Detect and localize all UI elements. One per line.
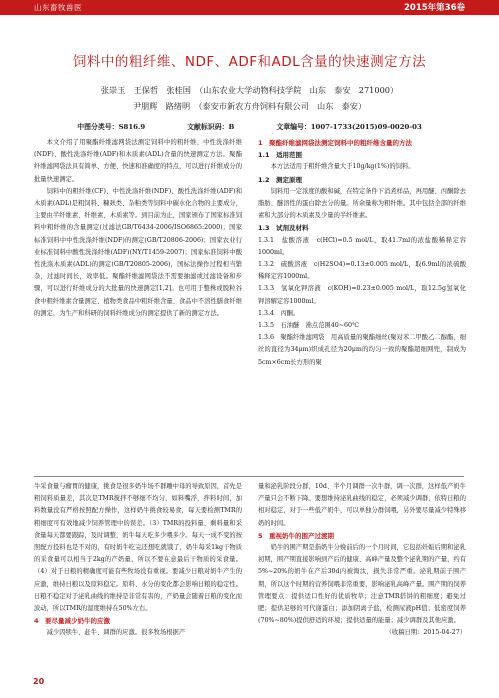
- intro-paragraph: 饲料中的粗纤维(CF)、中性洗涤纤维(NDF)、酸性洗涤纤维(ADF)和木质素(ADL)是粗饲料、糠麸类、杂粕类等饲料中碳水化合物的主要成分，主要由半纤维素、纤维素、木质素等。到目前为止，国家颁布了国家标准饲料中粗纤维的含量测定(过滤法GB/T6434-2006/ISO6865:2000)；国家标准饲料中中性洗涤纤维(NDF)的测定(GB/T20806-2006)；国家农业行业标准饲料中酸性洗涤纤维(ADF)(NY/T1459-2007)；国家标准饲料中酸性洗涤木质素(ADL)的测定(GB/T20805-2006)，国标法操作过程相当繁杂，过滤时间长，效率低。聚酯纤维滤网袋法不需要抽滤或过滤设备和步骤，可以进行纤维成分的大批量的快速测定[1,2]。也可用于整株或脱粒谷食中粗纤维素含量测定、植物类食品中粗纤维含量、食品中不溶性膳食纤维的测定，为生产和科研的饲料纤维成分的测定提供了新的测定方法。: [34, 187, 242, 317]
- article-title: 饲料中的粗纤维、NDF、ADF和ADL含量的快速测定方法: [72, 54, 427, 70]
- previous-article-right-column: [258, 481, 466, 640]
- section-heading-1: 1 聚酯纤维滤网袋法测定饲料中的粗纤维含量的方法: [258, 139, 413, 147]
- page-header-band: [0, 0, 499, 15]
- abstract-paragraph: 本文介绍了用聚酯纤维滤网袋法测定饲料中的粗纤维、中性洗涤纤维(NDF)、酸性洗涤纤维(ADF)和木质素(ADL)含量的快速测定方法。聚酯纤维滤网袋法具有简单、方便、快速和准确度的特点，可以进行纤维成分的批量快速测定。: [34, 139, 242, 183]
- paragraph: 减少因犊牛、赶牛、调群的应激。很多牧场根据产: [46, 629, 186, 637]
- author-block: [20, 82, 479, 114]
- reagent-item: 1.3.5 石油醚 沸点范围40~60℃: [258, 322, 360, 330]
- reagent-item: 1.3.2 硫酸溶液 c(H2SO4)=0.13±0.005 mol/L，取6.9ml的浓硫酸稀释定容1000ml。: [258, 261, 466, 281]
- journal-name: 山东畜牧兽医: [34, 3, 82, 12]
- abstract-column: [34, 137, 242, 320]
- reagent-item: 1.3.3 氢氧化钾溶液 c(KOH)=0.23±0.005 mol/L，取12.5g氢氧化钾溶解定容1000ml。: [258, 285, 466, 305]
- clc-number: 中图分类号：S816.9: [77, 123, 146, 131]
- methods-column: [258, 137, 466, 369]
- article-meta: [20, 121, 479, 131]
- author-line-1: 张崇玉 王保哲 张桂国 （山东农业大学动物科技学院 山东 泰安 271000）: [100, 85, 399, 95]
- continued-paragraph: 量和泌乳阶段分群，10d、半个月调群一次牛群，调一次群，这样低产奶牛产量只会不断下降。要想维持泌乳曲线的稳定，必须减少调群，依特日粮的相对稳定，对于一些低产奶牛，可以单独分群饲喂，另外要尽量减少特殊移奶的时间。: [258, 483, 466, 527]
- continued-paragraph: 牛采食量与瘤胃的健康，挑食是很多奶牛场不群雕中母的导致原因，首先是粗饲料质量差，其次是TMR搅拌不够细不均匀，如料嘴浮，拌料时间，加料数量没有严格按照配方操作，这样奶牛挑食较易食，每天要检测TMR的粗细度可有效地减少饲养管理中的误差。（3）TMR的投料量、剩料量和采食量每天都要跟踪，及时调整，奶牛每天吃多少喂多少。每天一成不变的按照配方投料也是不对的，有时奶牛吃完还想吃就饿了，奶牛每采1kg干物质的采食量可以相当于2kg的产奶量，所以不要在意最后干物质的采食量。（4）对于日粮的精确度可能有些牧场没有重视。要减少日粮对奶牛产生的应激，维持日粮以及原料稳定。原料、水分的变化都会影响日粮的稳定性。日粮不稳定对于泌乳曲线的维持是非常有害的，产奶量会随着日粮的变化而波动，所以TMR的湿度维持在50%左右。: [34, 483, 242, 613]
- subsection-heading-1-1: 1.1 适用范围: [258, 151, 303, 160]
- subsection-heading-1-3: 1.3 试剂及材料: [258, 224, 309, 233]
- page-number: 20: [33, 677, 45, 686]
- received-date: （收稿日期：2015-04-27）: [385, 629, 466, 637]
- section-divider: [34, 476, 464, 477]
- subsection-heading-1-2: 1.2 测定原理: [258, 175, 303, 184]
- previous-article-left-column: [34, 481, 242, 640]
- scope-paragraph: 本方法适用于粗纤维含量大于10g/kg(1%)的饲料。: [270, 163, 415, 171]
- reagent-item: 1.3.6 聚酯纤维滤网袋 用高质量的聚酯细丝(聚对苯二甲酸乙二醇酯，细丝的直径为34μm)织成孔径为20μm的均匀一致的聚酯超细网兜，制成为5cm×6cm长方形的聚: [258, 334, 466, 366]
- reagent-item: 1.3.4 丙酮。: [258, 309, 300, 317]
- author-line-2: 尹朋辉 路绪明 （泰安市新农方舟饲料有限公司 山东 泰安）: [132, 101, 367, 111]
- principle-paragraph: 饲料用一定浓度的酸和碱，在特定条件下消煮样品，再用醚、丙酮除去脂肪、醚溶性的蛋白除去分的量。所余量称为粗纤维。其中包括全部的纤维素和大部分的木质素及少量的半纤维素。: [258, 187, 466, 220]
- paragraph: 奶牛的围产期是指奶牛分娩前后的一个月时间，它包括妊娠后期和泌乳初期，围产期直接影响到产后的健康、高峰产量及整个泌乳期的产量，约有5%~20%的奶牛在产后30d内被淘汰，损失非常严重。泌乳期前子围产期，所以这个时期的营养饲喂非常重要，影响泌乳高峰产量。围产期的饲养管理要点：提供适口性好的优质牧草；注意TMR搭饼的粗细度；避免过肥；提供足够的可代谢蛋白；添加阴离子盐，检测尿液pH值；低密度饲养(70%~80%)提供舒适的环境；提供适量的能量；减少调群及其他应激。: [258, 544, 466, 625]
- article-number: 文章编号：1007-1733(2015)09-0020-03: [276, 123, 422, 131]
- section-heading-5: 5 重视奶牛的围产过渡期: [258, 531, 335, 540]
- doc-code: 文献标识码：B: [187, 123, 235, 131]
- reagent-item: 1.3.1 盐酸溶液 c(HCl)=0.5 mol/L，取41.7ml的浓盐酸稀释定容1000ml。: [258, 236, 466, 256]
- issue-label: 2015年第36卷: [404, 3, 465, 13]
- section-heading-4: 4 要尽量减少奶牛的应激: [34, 617, 111, 626]
